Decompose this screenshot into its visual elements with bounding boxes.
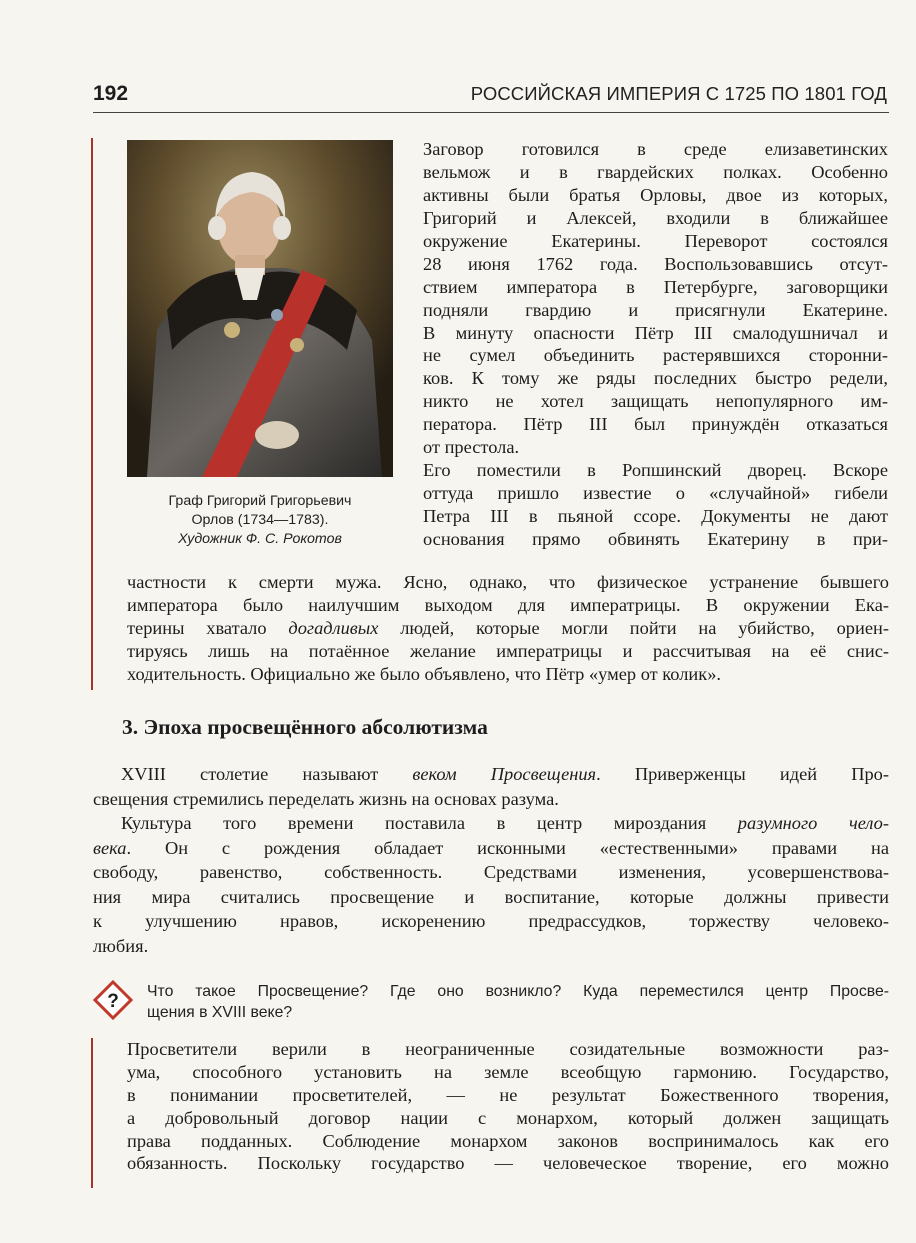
text-line: ствием императора в Петербурге, заговорщики xyxy=(423,276,888,297)
running-title: РОССИЙСКАЯ ИМПЕРИЯ С 1725 ПО 1801 ГОД xyxy=(470,83,887,104)
text-line: ходительность. Официально же было объявлено, что Пётр «умер от колик». xyxy=(127,663,721,684)
text-line: свободу, равенство, собственность. Средствами изменения, усовершенствова- xyxy=(93,862,889,882)
question-mark-glyph: ? xyxy=(107,991,119,1012)
question-diamond-icon xyxy=(93,980,133,1020)
text-line: окружение Екатерины. Переворот состоялся xyxy=(423,230,888,251)
page-header xyxy=(93,80,887,108)
text-line: обязанность. Поскольку государство — человеческое творение, его можно xyxy=(127,1153,889,1174)
text-line: ния мира считались просвещение и воспитание, которые должны привести xyxy=(93,886,889,907)
text-line: права подданных. Соблюдение монархом законов воспринималось как его xyxy=(127,1130,889,1151)
text-line: а добровольный договор нации с монархом, который должен защищать xyxy=(127,1107,889,1128)
text-line: 28 июня 1762 года. Воспользовавшись отсут- xyxy=(423,253,888,274)
final-paragraph xyxy=(127,1038,889,1175)
text-line: Петра III в пьяной ссоре. Документы не дают xyxy=(423,506,888,526)
page-number: 192 xyxy=(93,82,129,105)
text-line: ператора. Пётр III был принуждён отказаться xyxy=(423,414,888,435)
text-line-with-italic xyxy=(127,617,889,640)
margin-accent-bar xyxy=(91,138,93,690)
text-line: В минуту опасности Пётр III смалодушничал и xyxy=(423,322,888,343)
text-line: частности к смерти мужа. Ясно, однако, что физическое устранение бывшего xyxy=(127,572,889,592)
text-run: . Он с рождения обладает исконными «естественными» правами на xyxy=(126,837,889,858)
header-rule xyxy=(93,112,889,113)
italic-term: разумного чело- xyxy=(737,813,889,833)
portrait-image xyxy=(127,140,393,477)
section-heading: 3. Эпоха просвещённого абсолютизма xyxy=(122,715,488,739)
text-line-with-italic xyxy=(93,762,889,787)
text-line: Его поместили в Ропшинский дворец. Вскоре xyxy=(423,460,888,481)
italic-term: века xyxy=(93,837,127,858)
text-run: Культура того времени поставила в центр мироздания xyxy=(121,813,738,833)
text-run: терины хватало xyxy=(127,617,289,638)
text-line: Просветители верили в неограниченные созидательные возможности раз- xyxy=(127,1039,889,1059)
text-line: оттуда пришло известие о «случайной» гибели xyxy=(423,483,888,504)
figure-caption xyxy=(127,492,393,549)
text-line: ков. К тому же ряды последних быстро редели, xyxy=(423,368,888,389)
column-paragraph xyxy=(423,138,888,551)
text-line: к улучшению нравов, искоренению предрассудков, торжеству человеко- xyxy=(93,911,889,931)
text-line: щения в XVIII веке? xyxy=(147,1004,293,1021)
text-line: подняли гвардию и присягнули Екатерине. xyxy=(423,299,888,320)
text-run: людей, которые могли пойти на убийство, ориен- xyxy=(378,617,889,638)
text-line: Заговор готовился в среде елизаветинских xyxy=(423,139,888,159)
text-line: не сумел объединить растерявшихся сторонни- xyxy=(423,345,888,366)
italic-term: догадливых xyxy=(288,617,379,638)
text-line: Что такое Просвещение? Где оно возникло? Куда переместился центр Просве- xyxy=(147,983,889,1000)
text-line: от престола. xyxy=(423,437,520,458)
text-line: свещения стремились переделать жизнь на основах разума. xyxy=(93,788,559,809)
question-text xyxy=(147,981,889,1023)
caption-line: Граф Григорий Григорьевич xyxy=(168,493,352,509)
text-run: . Приверженцы идей Про- xyxy=(596,764,889,784)
text-line: никто не хотел защищать непопулярного им- xyxy=(423,391,888,412)
text-line-with-italic xyxy=(93,811,889,836)
question-block xyxy=(93,978,889,1028)
continuation-paragraph xyxy=(127,571,889,686)
text-line: императора было наилучшим выходом для императрицы. В окружении Ека- xyxy=(127,594,889,615)
text-line: тируясь лишь на потаённое желание императрицы и рассчитывая на её снис- xyxy=(127,640,889,661)
text-line: Григорий и Алексей, входили в ближайшее xyxy=(423,207,888,228)
text-line-with-italic xyxy=(93,836,889,861)
section-body xyxy=(93,762,889,958)
caption-line: Орлов (1734—1783). xyxy=(191,512,329,528)
text-line: вельмож и в гвардейских полках. Особенно xyxy=(423,161,888,182)
text-line: в понимании просветителей, — не результат Божественного творения, xyxy=(127,1084,889,1105)
caption-artist: Художник Ф. С. Рокотов xyxy=(178,531,342,547)
text-line: любия. xyxy=(93,935,149,956)
portrait-drawing xyxy=(127,140,393,477)
text-line: активны были братья Орловы, двое из которых, xyxy=(423,184,888,205)
text-line: основания прямо обвинять Екатерину в при- xyxy=(423,528,888,549)
text-line: ума, способного установить на земле всеобщую гармонию. Государство, xyxy=(127,1061,889,1082)
italic-term: веком Просвещения xyxy=(412,764,597,784)
text-run: XVIII столетие называют xyxy=(121,764,413,784)
margin-accent-bar xyxy=(91,1038,93,1188)
